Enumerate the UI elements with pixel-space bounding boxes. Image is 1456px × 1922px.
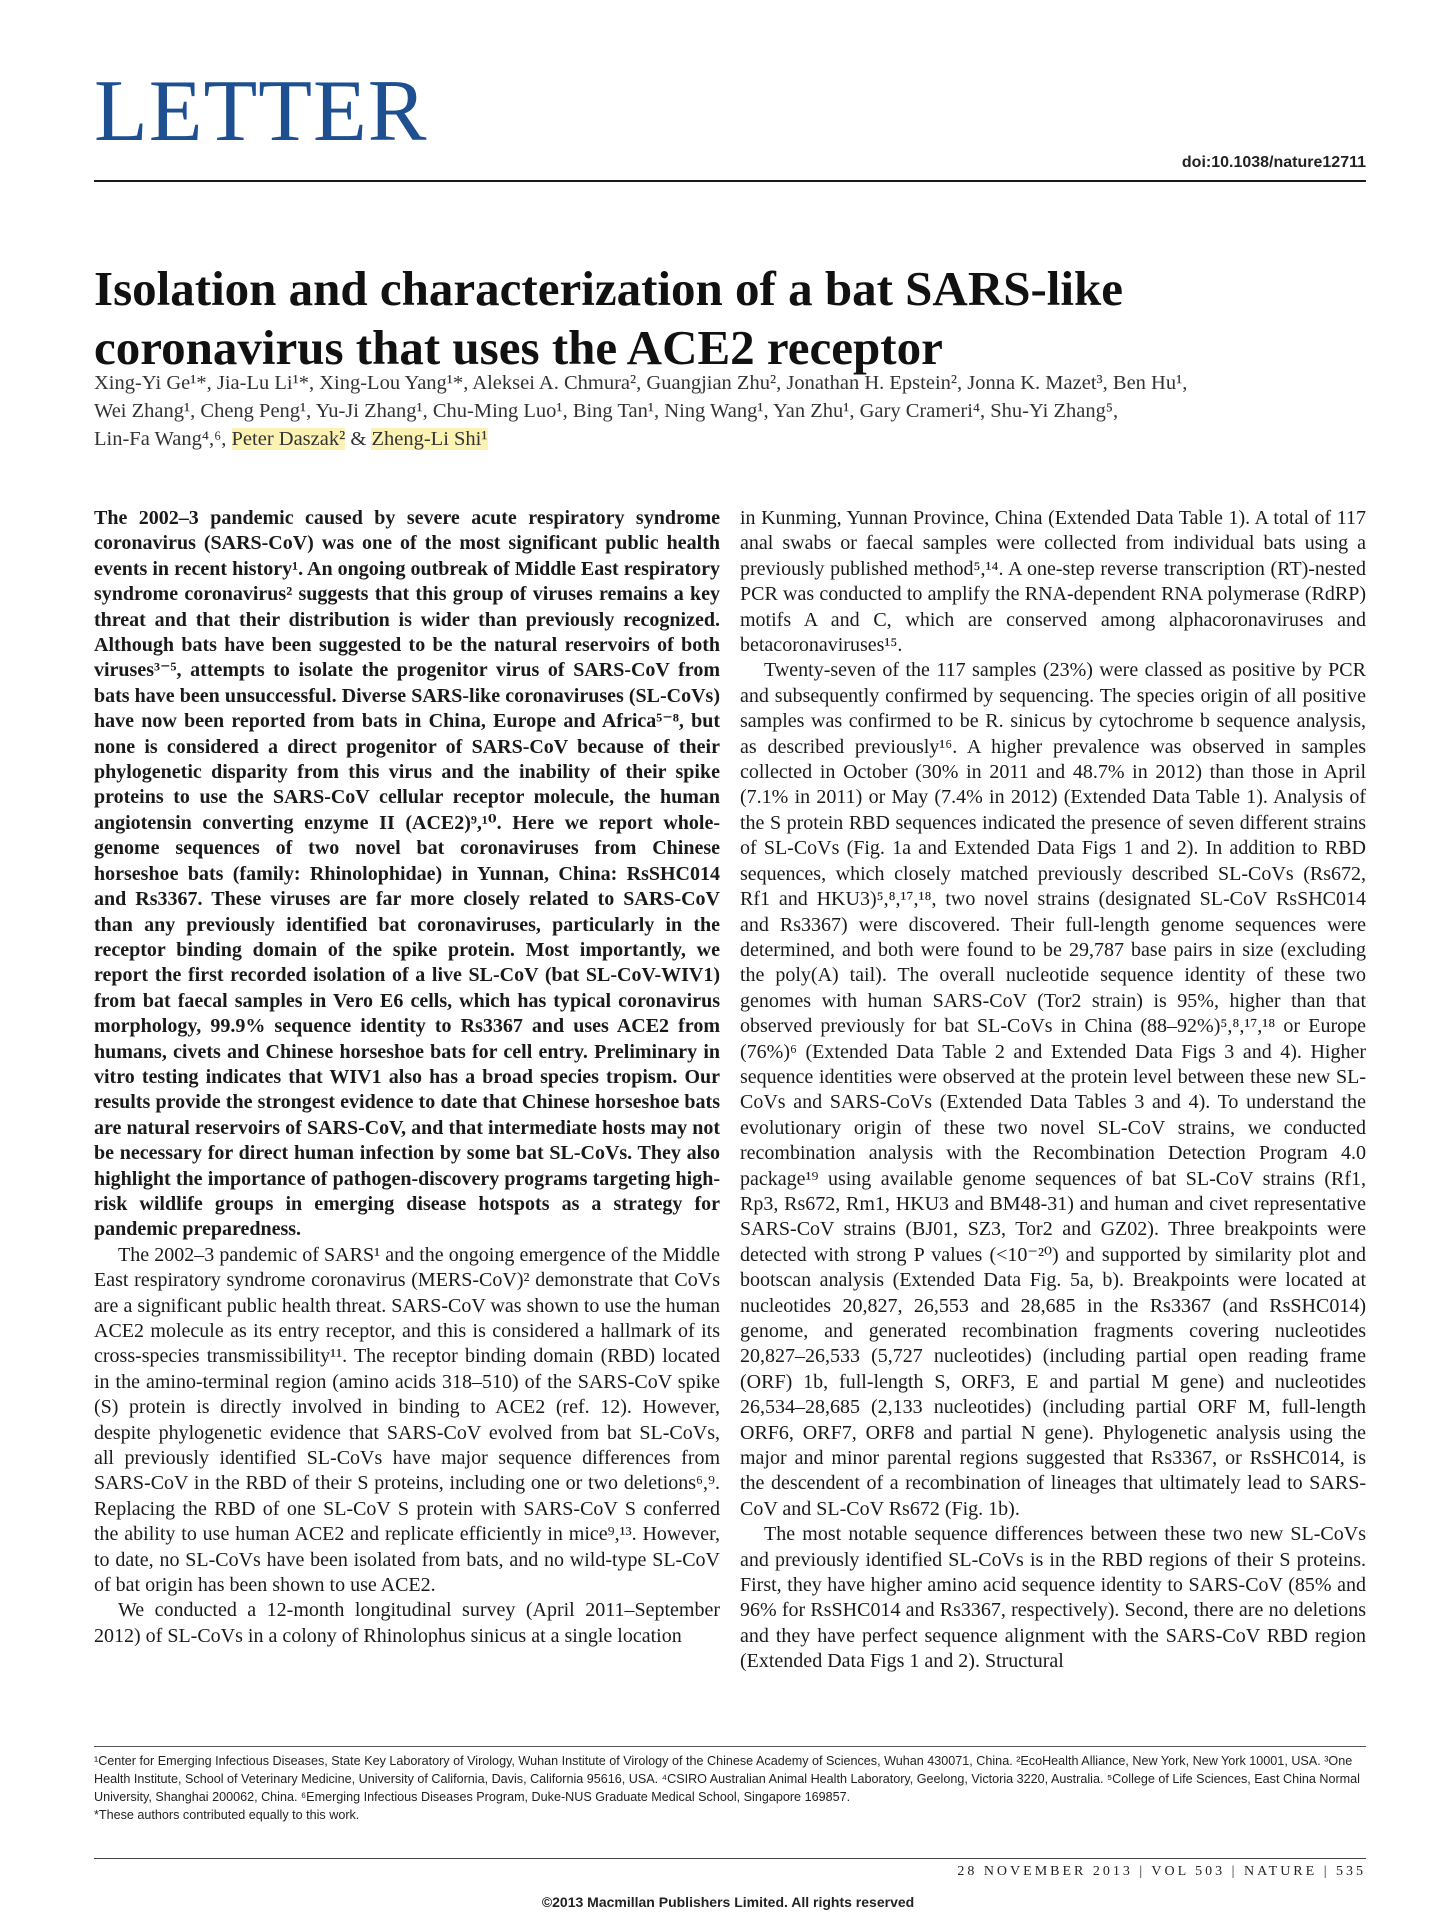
author-list bbox=[94, 369, 1370, 453]
left-column bbox=[94, 506, 720, 1649]
author-ampersand: & bbox=[350, 428, 367, 450]
article-title: Isolation and characterization of a bat SARS-like coronavirus that uses the ACE2 receptor bbox=[94, 260, 1123, 375]
section-label: LETTER bbox=[94, 63, 428, 160]
footnote-rule bbox=[94, 1746, 1366, 1747]
right-column bbox=[740, 506, 1366, 1675]
highlighted-author: Zheng-Li Shi¹ bbox=[371, 428, 488, 450]
footer-rule bbox=[94, 1858, 1366, 1859]
body-paragraph: The 2002–3 pandemic of SARS¹ and the ongoing emergence of the Middle East respiratory syndrome coronavirus (MERS-CoV)² demonstrate that CoVs are a significant public health threat. SARS-CoV was shown to use the human ACE2 molecule as its entry receptor, and this is considered a hallmark of its cross-species transmissibility¹¹. The receptor binding domain (RBD) located in the amino-terminal region (amino acids 318–510) of the SARS-CoV spike (S) protein is directly involved in binding to ACE2 (ref. 12). However, despite phylogenetic evidence that SARS-CoV evolved from bat SL-CoVs, all previously identified SL-CoVs have major sequence differences from SARS-CoV in the RBD of their S proteins, including one or two deletions⁶,⁹. Replacing the RBD of one SL-CoV S protein with SARS-CoV S conferred the ability to use human ACE2 and replicate efficiently in mice⁹,¹³. However, to date, no SL-CoVs have been isolated from bats, and no wild-type SL-CoV of bat origin has been shown to use ACE2. bbox=[94, 1243, 720, 1597]
equal-contribution-note: *These authors contributed equally to this work. bbox=[94, 1808, 360, 1822]
page-info: 28 NOVEMBER 2013 | VOL 503 | NATURE | 535 bbox=[957, 1864, 1366, 1879]
body-paragraph: in Kunming, Yunnan Province, China (Extended Data Table 1). A total of 117 anal swabs or faecal samples were collected from individual bats using a previously published method⁵,¹⁴. A one-step reverse transcription (RT)-nested PCR was conducted to amplify the RNA-dependent RNA polymerase (RdRP) motifs A and C, which are conserved among alphacoronaviruses and betacoronaviruses¹⁵. bbox=[740, 507, 1366, 657]
doi-label: doi:10.1038/nature12711 bbox=[1181, 154, 1366, 171]
author-text: Lin-Fa Wang⁴,⁶, bbox=[94, 428, 227, 450]
author-line-1: Xing-Yi Ge¹*, Jia-Lu Li¹*, Xing-Lou Yang¹*, Aleksei A. Chmura², Guangjian Zhu², Jonathan H. Epstein², Jonna K. Mazet³, Ben Hu¹, bbox=[94, 372, 1188, 394]
copyright: ©2013 Macmillan Publishers Limited. All rights reserved bbox=[541, 1894, 915, 1910]
abstract: The 2002–3 pandemic caused by severe acute respiratory syndrome coronavirus (SARS-CoV) was one of the most significant public health events in recent history¹. An ongoing outbreak of Middle East respiratory syndrome coronavirus² suggests that this group of viruses remains a key threat and that their distribution is wider than previously recognized. Although bats have been suggested to be the natural reservoirs of both viruses³⁻⁵, attempts to isolate the progenitor virus of SARS-CoV from bats have been unsuccessful. Diverse SARS-like coronaviruses (SL-CoVs) have now been reported from bats in China, Europe and Africa⁵⁻⁸, but none is considered a direct progenitor of SARS-CoV because of their phylogenetic disparity from this virus and the inability of their spike proteins to use the SARS-CoV cellular receptor molecule, the human angiotensin converting enzyme II (ACE2)⁹,¹⁰. Here we report whole-genome sequences of two novel bat coronaviruses from Chinese horseshoe bats (family: Rhinolophidae) in Yunnan, China: RsSHC014 and Rs3367. These viruses are far more closely related to SARS-CoV than any previously identified bat coronaviruses, particularly in the receptor binding domain of the spike protein. Most importantly, we report the first recorded isolation of a live SL-CoV (bat SL-CoV-WIV1) from bat faecal samples in Vero E6 cells, which has typical coronavirus morphology, 99.9% sequence identity to Rs3367 and uses ACE2 from humans, civets and Chinese horseshoe bats for cell entry. Preliminary in vitro testing indicates that WIV1 also has a broad species tropism. Our results provide the strongest evidence to date that Chinese horseshoe bats are natural reservoirs of SARS-CoV, and that intermediate hosts may not be necessary for direct human infection by some bat SL-CoVs. They also highlight the importance of pathogen-discovery programs targeting high-risk wildlife groups in emerging disease hotspots as a strategy for pandemic preparedness. bbox=[94, 507, 720, 1241]
affiliations bbox=[94, 1752, 1366, 1824]
highlighted-author: Peter Daszak² bbox=[231, 428, 346, 450]
author-line-2: Wei Zhang¹, Cheng Peng¹, Yu-Ji Zhang¹, Chu-Ming Luo¹, Bing Tan¹, Ning Wang¹, Yan Zhu¹, Gary Crameri⁴, Shu-Yi Zhang⁵, bbox=[94, 400, 1119, 422]
header-rule bbox=[94, 180, 1366, 182]
body-paragraph: The most notable sequence differences between these two new SL-CoVs and previously identified SL-CoVs is in the RBD regions of their S proteins. First, they have higher amino acid sequence identity to SARS-CoV (85% and 96% for RsSHC014 and Rs3367, respectively). Second, there are no deletions and they have perfect sequence alignment with the SARS-CoV RBD region (Extended Data Figs 1 and 2). Structural bbox=[740, 1523, 1366, 1673]
author-line-3 bbox=[94, 425, 1370, 453]
body-paragraph: Twenty-seven of the 117 samples (23%) were classed as positive by PCR and subsequently confirmed by sequencing. The species origin of all positive samples was confirmed to be R. sinicus by cytochrome b sequence analysis, as described previously¹⁶. A higher prevalence was observed in samples collected in October (30% in 2011 and 48.7% in 2012) than those in April (7.1% in 2011) or May (7.4% in 2012) (Extended Data Table 1). Analysis of the S protein RBD sequences indicated the presence of seven different strains of SL-CoVs (Fig. 1a and Extended Data Figs 1 and 2). In addition to RBD sequences, which closely matched previously described SL-CoVs (Rs672, Rf1 and HKU3)⁵,⁸,¹⁷,¹⁸, two novel strains (designated SL-CoV RsSHC014 and Rs3367) were discovered. Their full-length genome sequences were determined, and both were found to be 29,787 base pairs in size (excluding the poly(A) tail). The overall nucleotide sequence identity of these two genomes with human SARS-CoV (Tor2 strain) is 95%, higher than that observed previously for bat SL-CoVs in China (88–92%)⁵,⁸,¹⁷,¹⁸ or Europe (76%)⁶ (Extended Data Table 2 and Extended Data Figs 3 and 4). Higher sequence identities were observed at the protein level between these new SL-CoVs and SARS-CoVs (Extended Data Tables 3 and 4). To understand the evolutionary origin of these two novel SL-CoV strains, we conducted recombination analysis with the Recombination Detection Program 4.0 package¹⁹ using available genome sequences of bat SL-CoV strains (Rf1, Rp3, Rs672, Rm1, HKU3 and BM48-31) and human and civet representative SARS-CoV strains (BJ01, SZ3, Tor2 and GZ02). Three breakpoints were detected with strong P values (<10⁻²⁰) and supported by similarity plot and bootscan analysis (Extended Data Fig. 5a, b). Breakpoints were located at nucleotides 20,827, 26,553 and 28,685 in the Rs3367 (and RsSHC014) genome, and generated recombination fragments covering nucleotides 20,827–26,533 (5,727 nucleotides) (including partial open reading frame (ORF) 1b, full-length S, ORF3, E and partial M gene) and nucleotides 26,534–28,685 (2,133 nucleotides) (including partial ORF M, full-length ORF6, ORF7, ORF8 and partial N gene). Phylogenetic analysis using the major and minor parental regions suggested that Rs3367, or RsSHC014, is the descendent of a recombination of lineages that ultimately lead to SARS-CoV and SL-CoV Rs672 (Fig. 1b). bbox=[740, 659, 1366, 1520]
affiliation-text: ¹Center for Emerging Infectious Diseases, State Key Laboratory of Virology, Wuhan Institute of Virology of the Chinese Academy of Sciences, Wuhan 430071, China. ²EcoHealth Alliance, New York, New York 10001, USA. ³One Health Institute, School of Veterinary Medicine, University of California, Davis, California 95616, USA. ⁴CSIRO Australian Animal Health Laboratory, Geelong, Victoria 3220, Australia. ⁵College of Life Sciences, East China Normal University, Shanghai 200062, China. ⁶Emerging Infectious Diseases Program, Duke-NUS Graduate Medical School, Singapore 169857. bbox=[94, 1754, 1360, 1804]
body-paragraph: We conducted a 12-month longitudinal survey (April 2011–September 2012) of SL-CoVs in a colony of Rhinolophus sinicus at a single location bbox=[94, 1599, 720, 1647]
